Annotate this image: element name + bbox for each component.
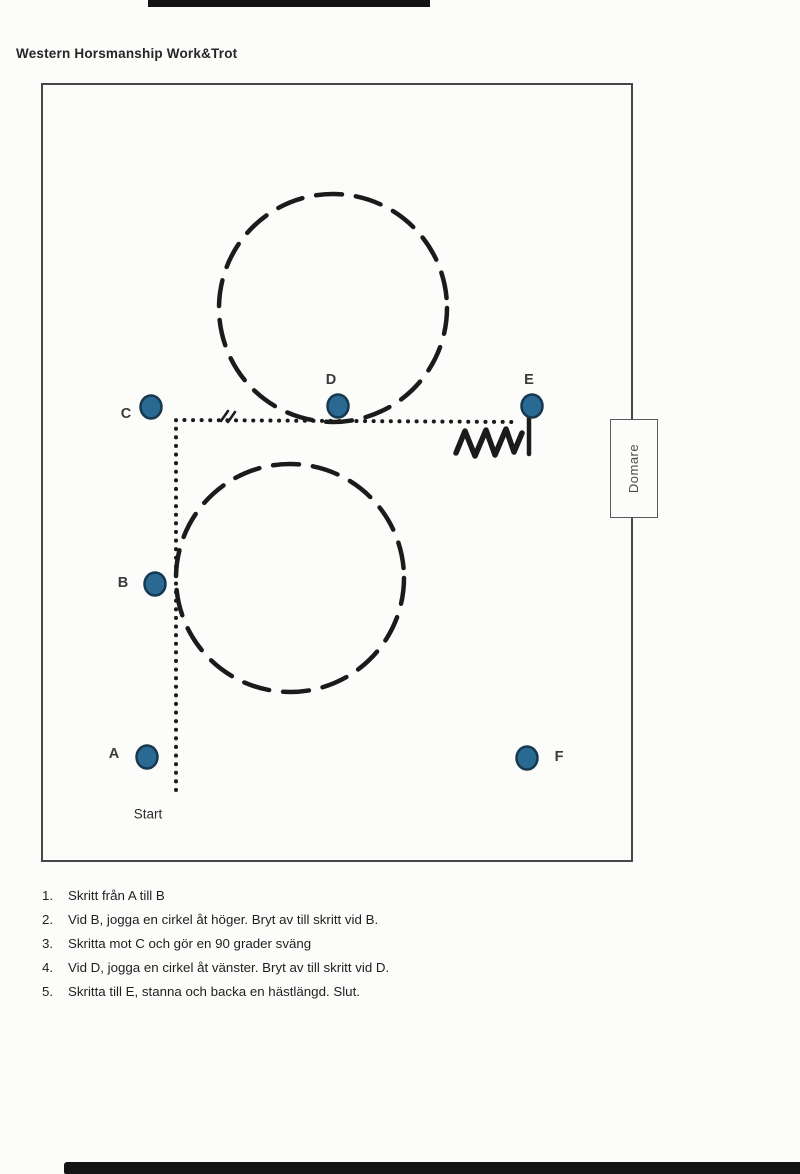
instruction-item-4 <box>42 956 662 980</box>
judge-label: Domare <box>626 443 642 494</box>
start-label: Start <box>133 806 163 822</box>
instruction-number: 4. <box>42 960 54 975</box>
instruction-text: Skritt från A till B <box>68 888 165 903</box>
instruction-text: Skritta till E, stanna och backa en hästlängd. Slut. <box>68 984 360 999</box>
instruction-list <box>42 884 662 1004</box>
instruction-text: Vid D, jogga en cirkel åt vänster. Bryt av till skritt vid D. <box>68 960 390 975</box>
marker-dot-D <box>328 395 349 418</box>
page-title: Western Horsmanship Work&Trot <box>16 46 238 61</box>
instruction-item-2 <box>42 908 662 932</box>
transition-tick <box>228 412 235 422</box>
instruction-number: 1. <box>42 888 54 903</box>
dotted-walk-path <box>176 420 517 790</box>
instruction-number: 3. <box>42 936 54 951</box>
instruction-number: 2. <box>42 912 54 927</box>
instruction-item-3 <box>42 932 662 956</box>
instruction-item-1 <box>42 884 662 908</box>
marker-label-B: B <box>117 575 129 591</box>
instruction-text: Skritta mot C och gör en 90 grader sväng <box>68 936 312 951</box>
marker-label-E: E <box>524 372 534 388</box>
marker-dot-E <box>522 395 543 418</box>
marker-dot-B <box>145 573 166 596</box>
marker-label-F: F <box>554 749 564 765</box>
judge-box <box>610 419 658 518</box>
instruction-text: Vid B, jogga en cirkel åt höger. Bryt av till skritt vid B. <box>68 912 379 927</box>
instruction-item-5 <box>42 980 662 1004</box>
marker-dot-F <box>517 747 538 770</box>
marker-label-D: D <box>325 372 337 388</box>
marker-dot-A <box>137 746 158 769</box>
marker-dot-C <box>141 396 162 419</box>
marker-label-C: C <box>120 406 132 422</box>
instruction-number: 5. <box>42 984 54 999</box>
jog-circle-at-B <box>176 464 404 692</box>
backup-zigzag <box>456 429 522 456</box>
marker-label-A: A <box>108 746 120 762</box>
